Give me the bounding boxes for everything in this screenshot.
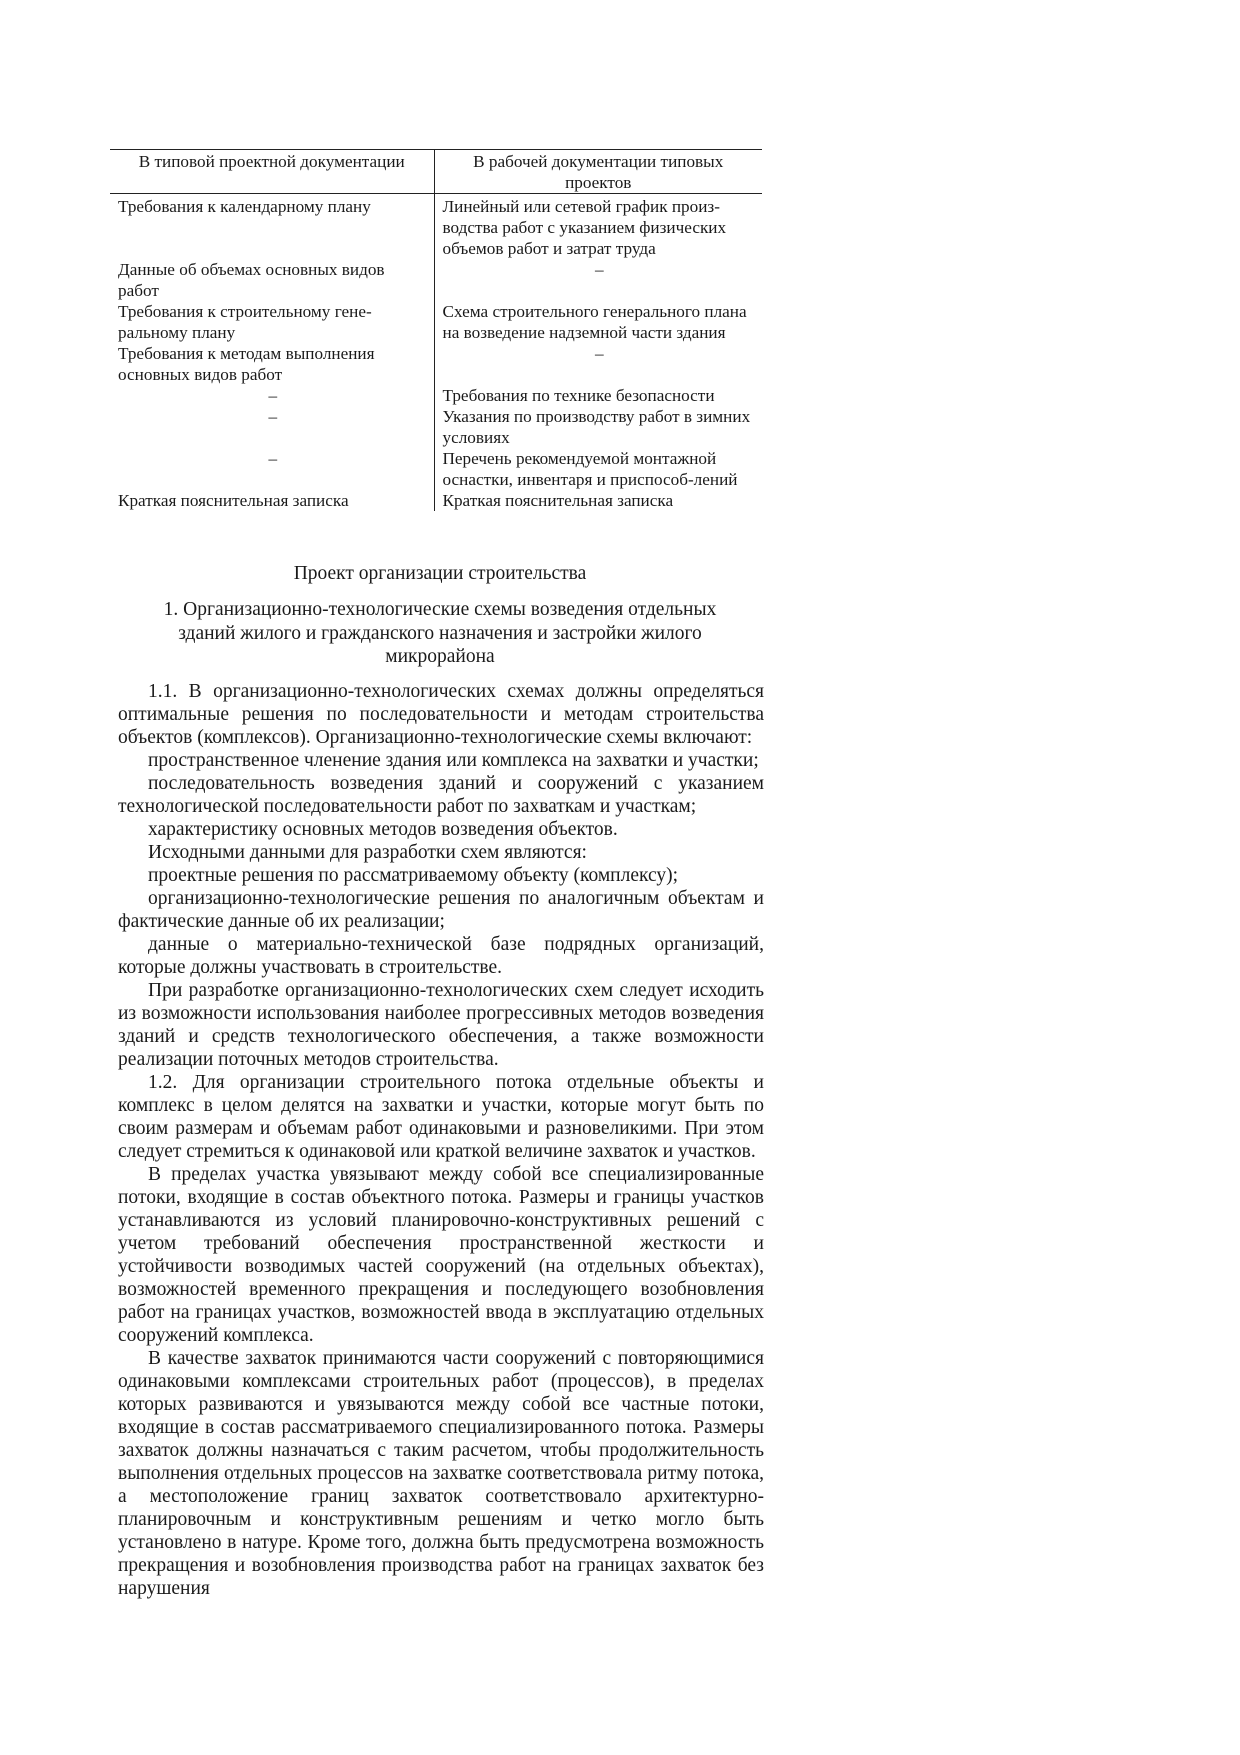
table-cell-right: Линейный или сетевой график произ-водства работ с указанием физических объемов работ и затрат труда	[442, 197, 727, 258]
paragraph: организационно-технологические решения по аналогичным объектам и фактические данные об их реализации;	[118, 888, 764, 932]
paragraph: При разработке организационно-технологических схем следует исходить из возможности использования наиболее прогрессивных методов возведения зданий и средств технологического обеспечения, а также возможности реализации поточных методов строительства.	[118, 980, 764, 1070]
table-cell-left: –	[110, 448, 434, 490]
documentation-comparison-table	[110, 149, 762, 511]
table-cell-right: Указания по производству работ в зимних условиях	[442, 407, 751, 447]
table-cell-left: Данные об объемах основных видов работ	[110, 259, 434, 301]
table-row	[110, 301, 762, 343]
table-cell-right: –	[594, 260, 604, 279]
table-header-row	[110, 150, 762, 194]
table-header-working-docs: В рабочей документации типовых проектов	[434, 150, 762, 194]
table-cell-right: Требования по технике безопасности	[442, 386, 715, 405]
table-row	[110, 259, 762, 301]
paragraph: последовательность возведения зданий и сооружений с указанием технологической последовательности работ по захваткам и участкам;	[118, 773, 764, 817]
paragraph: Исходными данными для разработки схем являются:	[148, 842, 587, 863]
table-row	[110, 343, 762, 385]
table-cell-left: –	[110, 406, 434, 448]
table-row	[110, 406, 762, 448]
table-row	[110, 385, 762, 406]
table-cell-right: Перечень рекомендуемой монтажной оснастки, инвентаря и приспособ-лений	[442, 449, 738, 489]
table-row	[110, 448, 762, 490]
table-header-typical-design: В типовой проектной документации	[110, 150, 434, 194]
paragraph: 1.2. Для организации строительного потока отдельные объекты и комплекс в целом делятся на захватки и участки, которые могут быть по своим размерам и объемам работ одинаковыми и разновеликими. При этом следует стремиться к одинаковой или краткой величине захваток и участков.	[118, 1072, 764, 1162]
paragraph: В пределах участка увязывают между собой все специализированные потоки, входящие в состав объектного потока. Размеры и границы участков устанавливаются из условий планировочно-конструктивных решений с учетом требований обеспечения пространственной жесткости и устойчивости возводимых частей сооружений (на отдельных объектах), возможностей временного прекращения и последующего возобновления работ на границах участков, возможностей ввода в эксплуатацию отдельных сооружений комплекса.	[118, 1164, 764, 1346]
chapter-title: 1. Организационно-технологические схемы возведения отдельных зданий жилого и гражданского назначения и застройки жилого микрорайона	[163, 599, 717, 667]
paragraph: пространственное членение здания или комплекса на захватки и участки;	[148, 750, 759, 771]
table-cell-left: Требования к методам выполнения основных видов работ	[110, 343, 434, 385]
paragraph: данные о материально-технической базе подрядных организаций, которые должны участвовать в строительстве.	[118, 934, 764, 978]
table-row	[110, 490, 762, 511]
paragraph: характеристику основных методов возведения объектов.	[148, 819, 618, 840]
table-row	[110, 194, 762, 260]
paragraph: В качестве захваток принимаются части сооружений с повторяющимися одинаковыми комплексами строительных работ (процессов), в пределах которых развиваются и увязываются между собой все частные потоки, входящие в состав рассматриваемого специализированного потока. Размеры захваток должны назначаться с таким расчетом, чтобы продолжительность выполнения отдельных процессов на захватке соответствовала ритму потока, а местоположение границ захваток соответствовало архитектурно-планировочным и конструктивным решениям и четко могло быть установлено в натуре. Кроме того, должна быть предусмотрена возможность прекращения и возобновления производства работ на границах захваток без нарушения	[118, 1348, 764, 1599]
body-text	[118, 680, 764, 1600]
table-cell-left: Требования к строительному гене-ральному плану	[110, 301, 434, 343]
table-cell-left: Требования к календарному плану	[110, 194, 434, 260]
section-title: Проект организации строительства	[293, 563, 587, 584]
paragraph: 1.1. В организационно-технологических схемах должны определяться оптимальные решения по последовательности и методам строительства объектов (комплексов). Организационно-технологические схемы включают:	[118, 681, 764, 748]
table-cell-right: –	[594, 344, 604, 363]
paragraph: проектные решения по рассматриваемому объекту (комплексу);	[148, 865, 679, 886]
table-cell-right: Схема строительного генерального плана на возведение надземной части здания	[442, 302, 747, 342]
table-cell-right: Краткая пояснительная записка	[442, 491, 674, 510]
table-cell-left: Краткая пояснительная записка	[110, 490, 434, 511]
table-cell-left: –	[110, 385, 434, 406]
